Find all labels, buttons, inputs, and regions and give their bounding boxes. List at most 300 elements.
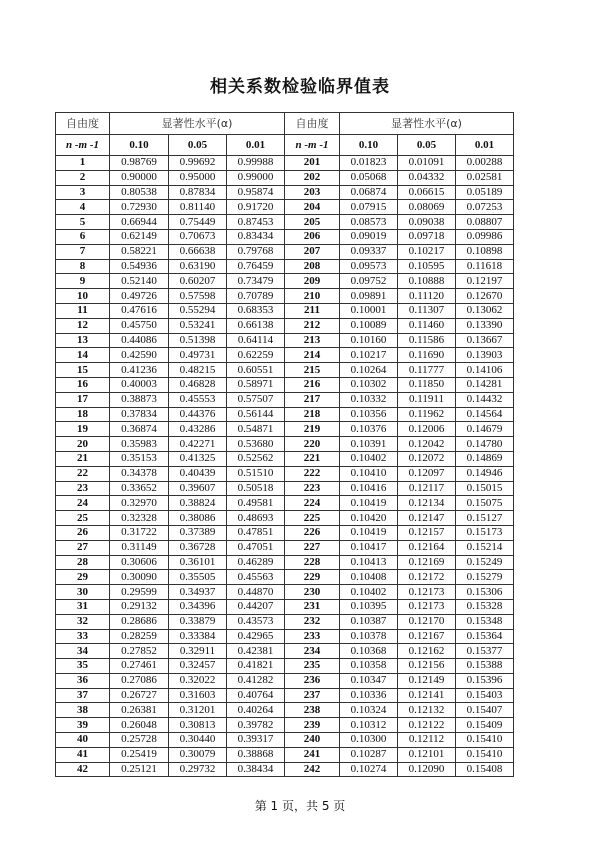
dof-cell: 7 [56,244,110,259]
value-0-01: 0.15348 [456,614,514,629]
critical-value-table [55,112,514,777]
value-0-05: 0.11586 [398,333,456,348]
value-0-01: 0.56144 [227,407,285,422]
value-0-01: 0.15409 [456,718,514,733]
value-0-01: 0.15279 [456,570,514,585]
value-0-05: 0.38086 [169,511,227,526]
table-row [56,289,514,304]
value-0-10: 0.28259 [110,629,169,644]
dof-cell: 4 [56,200,110,215]
dof-cell: 23 [56,481,110,496]
value-0-01: 0.15410 [456,747,514,762]
value-0-10: 0.10417 [340,540,398,555]
value-0-10: 0.26727 [110,688,169,703]
dof-cell: 25 [56,511,110,526]
value-0-10: 0.05068 [340,170,398,185]
value-0-05: 0.12147 [398,511,456,526]
value-0-01: 0.54871 [227,422,285,437]
dof-cell: 206 [285,229,340,244]
value-0-10: 0.10217 [340,348,398,363]
value-0-01: 0.70789 [227,289,285,304]
table-row [56,348,514,363]
dof-cell: 229 [285,570,340,585]
level-header: 0.10 [340,135,398,156]
dof-cell: 1 [56,156,110,171]
dof-cell: 20 [56,437,110,452]
value-0-10: 0.10410 [340,466,398,481]
level-header: 0.05 [169,135,227,156]
dof-formula-text: n -m -1 [295,138,329,151]
page-title: 相关系数检验临界值表 [210,77,390,97]
value-0-01: 0.09986 [456,229,514,244]
dof-cell: 9 [56,274,110,289]
dof-cell: 240 [285,733,340,748]
value-0-10: 0.09019 [340,229,398,244]
value-0-01: 0.12670 [456,289,514,304]
table-row [56,422,514,437]
table-row [56,318,514,333]
value-0-01: 0.41282 [227,673,285,688]
value-0-01: 0.39317 [227,733,285,748]
value-0-05: 0.75449 [169,215,227,230]
value-0-10: 0.25728 [110,733,169,748]
dof-cell: 11 [56,303,110,318]
value-0-01: 0.13667 [456,333,514,348]
dof-cell: 21 [56,451,110,466]
value-0-01: 0.15403 [456,688,514,703]
value-0-01: 0.95874 [227,185,285,200]
value-0-05: 0.33384 [169,629,227,644]
value-0-01: 0.58971 [227,377,285,392]
dof-cell: 2 [56,170,110,185]
value-0-05: 0.53241 [169,318,227,333]
value-0-05: 0.12170 [398,614,456,629]
value-0-10: 0.90000 [110,170,169,185]
value-0-01: 0.83434 [227,229,285,244]
value-0-10: 0.10274 [340,762,398,777]
value-0-05: 0.43286 [169,422,227,437]
value-0-05: 0.04332 [398,170,456,185]
dof-cell: 27 [56,540,110,555]
dof-cell: 18 [56,407,110,422]
value-0-05: 0.39607 [169,481,227,496]
value-0-05: 0.30813 [169,718,227,733]
value-0-01: 0.46289 [227,555,285,570]
dof-cell: 213 [285,333,340,348]
value-0-10: 0.34378 [110,466,169,481]
value-0-05: 0.41325 [169,451,227,466]
dof-cell: 231 [285,599,340,614]
value-0-05: 0.63190 [169,259,227,274]
table-row [56,659,514,674]
dof-cell: 202 [285,170,340,185]
value-0-01: 0.91720 [227,200,285,215]
dof-cell: 28 [56,555,110,570]
value-0-05: 0.12132 [398,703,456,718]
value-0-05: 0.12134 [398,496,456,511]
value-0-05: 0.06615 [398,185,456,200]
value-0-10: 0.09573 [340,259,398,274]
value-0-10: 0.10391 [340,437,398,452]
value-0-01: 0.52562 [227,451,285,466]
value-0-10: 0.10324 [340,703,398,718]
dof-cell: 19 [56,422,110,437]
value-0-01: 0.49581 [227,496,285,511]
value-0-05: 0.12162 [398,644,456,659]
value-0-01: 0.15410 [456,733,514,748]
value-0-05: 0.38824 [169,496,227,511]
value-0-10: 0.80538 [110,185,169,200]
table-row [56,303,514,318]
table-row [56,747,514,762]
dof-cell: 210 [285,289,340,304]
value-0-01: 0.15396 [456,673,514,688]
value-0-01: 0.14106 [456,363,514,378]
page-footer: 第 1 页，共 5 页 [254,799,346,813]
dof-cell: 235 [285,659,340,674]
dof-cell: 208 [285,259,340,274]
value-0-01: 0.13903 [456,348,514,363]
value-0-10: 0.06874 [340,185,398,200]
dof-cell: 16 [56,377,110,392]
table-row [56,644,514,659]
value-0-01: 0.39782 [227,718,285,733]
value-0-10: 0.25121 [110,762,169,777]
dof-cell: 26 [56,525,110,540]
value-0-10: 0.10347 [340,673,398,688]
dof-cell: 29 [56,570,110,585]
table-row [56,585,514,600]
value-0-10: 0.27461 [110,659,169,674]
level-header: 0.10 [110,135,169,156]
dof-cell: 237 [285,688,340,703]
value-0-10: 0.10402 [340,451,398,466]
table-row [56,718,514,733]
value-0-10: 0.27086 [110,673,169,688]
dof-cell: 226 [285,525,340,540]
value-0-10: 0.29599 [110,585,169,600]
table-row [56,466,514,481]
dof-cell: 242 [285,762,340,777]
value-0-05: 0.30079 [169,747,227,762]
value-0-10: 0.40003 [110,377,169,392]
value-0-05: 0.45553 [169,392,227,407]
value-0-05: 0.09038 [398,215,456,230]
value-0-10: 0.10420 [340,511,398,526]
value-0-05: 0.31201 [169,703,227,718]
value-0-10: 0.10336 [340,688,398,703]
dof-cell: 230 [285,585,340,600]
value-0-10: 0.27852 [110,644,169,659]
table-row [56,762,514,777]
value-0-10: 0.33652 [110,481,169,496]
dof-cell: 212 [285,318,340,333]
dof-cell: 13 [56,333,110,348]
dof-cell: 227 [285,540,340,555]
value-0-10: 0.10332 [340,392,398,407]
value-0-05: 0.40439 [169,466,227,481]
table-row [56,614,514,629]
value-0-05: 0.12097 [398,466,456,481]
table-row [56,363,514,378]
value-0-05: 0.95000 [169,170,227,185]
dof-cell: 41 [56,747,110,762]
value-0-10: 0.10287 [340,747,398,762]
value-0-05: 0.70673 [169,229,227,244]
value-0-05: 0.60207 [169,274,227,289]
value-0-05: 0.44376 [169,407,227,422]
dof-cell: 36 [56,673,110,688]
value-0-10: 0.09337 [340,244,398,259]
value-0-10: 0.58221 [110,244,169,259]
value-0-10: 0.08573 [340,215,398,230]
value-0-01: 0.76459 [227,259,285,274]
dof-cell: 33 [56,629,110,644]
value-0-10: 0.10395 [340,599,398,614]
table-row [56,525,514,540]
table-row [56,229,514,244]
value-0-05: 0.10217 [398,244,456,259]
value-0-05: 0.66638 [169,244,227,259]
dof-cell: 233 [285,629,340,644]
dof-cell: 221 [285,451,340,466]
table-row [56,170,514,185]
value-0-10: 0.35153 [110,451,169,466]
value-0-01: 0.11618 [456,259,514,274]
table-row [56,599,514,614]
value-0-05: 0.10888 [398,274,456,289]
dof-cell: 232 [285,614,340,629]
value-0-05: 0.12149 [398,673,456,688]
value-0-10: 0.38873 [110,392,169,407]
value-0-01: 0.14679 [456,422,514,437]
dof-cell: 220 [285,437,340,452]
significance-header: 显著性水平(α) [340,113,514,135]
value-0-10: 0.10419 [340,525,398,540]
dof-cell: 35 [56,659,110,674]
value-0-01: 0.87453 [227,215,285,230]
dof-cell: 37 [56,688,110,703]
value-0-10: 0.10089 [340,318,398,333]
value-0-10: 0.44086 [110,333,169,348]
value-0-05: 0.34937 [169,585,227,600]
value-0-10: 0.32970 [110,496,169,511]
value-0-10: 0.07915 [340,200,398,215]
value-0-01: 0.15173 [456,525,514,540]
value-0-10: 0.01823 [340,156,398,171]
value-0-10: 0.10376 [340,422,398,437]
dof-cell: 234 [285,644,340,659]
table-row [56,333,514,348]
dof-cell: 228 [285,555,340,570]
value-0-10: 0.10001 [340,303,398,318]
value-0-05: 0.33879 [169,614,227,629]
value-0-05: 0.09718 [398,229,456,244]
value-0-05: 0.12006 [398,422,456,437]
dof-cell: 24 [56,496,110,511]
dof-cell: 205 [285,215,340,230]
value-0-01: 0.38434 [227,762,285,777]
value-0-05: 0.12167 [398,629,456,644]
dof-cell: 42 [56,762,110,777]
dof-cell: 224 [285,496,340,511]
value-0-10: 0.10160 [340,333,398,348]
value-0-01: 0.02581 [456,170,514,185]
value-0-10: 0.66944 [110,215,169,230]
value-0-05: 0.11120 [398,289,456,304]
table-row [56,496,514,511]
dof-cell: 239 [285,718,340,733]
value-0-10: 0.10264 [340,363,398,378]
value-0-05: 0.32911 [169,644,227,659]
dof-cell: 203 [285,185,340,200]
value-0-01: 0.60551 [227,363,285,378]
table-row [56,274,514,289]
value-0-05: 0.32022 [169,673,227,688]
value-0-05: 0.12090 [398,762,456,777]
dof-cell: 207 [285,244,340,259]
value-0-05: 0.12173 [398,585,456,600]
value-0-01: 0.14564 [456,407,514,422]
header-row-2 [56,135,514,156]
value-0-05: 0.48215 [169,363,227,378]
value-0-10: 0.10378 [340,629,398,644]
value-0-10: 0.45750 [110,318,169,333]
value-0-10: 0.10300 [340,733,398,748]
dof-cell: 22 [56,466,110,481]
value-0-01: 0.15214 [456,540,514,555]
value-0-05: 0.32457 [169,659,227,674]
value-0-01: 0.41821 [227,659,285,674]
value-0-10: 0.29132 [110,599,169,614]
value-0-01: 0.38868 [227,747,285,762]
dof-cell: 223 [285,481,340,496]
table-row [56,481,514,496]
value-0-01: 0.13390 [456,318,514,333]
value-0-01: 0.00288 [456,156,514,171]
value-0-05: 0.49731 [169,348,227,363]
dof-cell: 215 [285,363,340,378]
dof-cell: 225 [285,511,340,526]
value-0-05: 0.57598 [169,289,227,304]
value-0-10: 0.72930 [110,200,169,215]
table-row [56,259,514,274]
value-0-05: 0.12164 [398,540,456,555]
value-0-01: 0.15407 [456,703,514,718]
value-0-10: 0.25419 [110,747,169,762]
value-0-05: 0.11690 [398,348,456,363]
value-0-01: 0.15306 [456,585,514,600]
value-0-01: 0.08807 [456,215,514,230]
value-0-01: 0.12197 [456,274,514,289]
value-0-10: 0.10302 [340,377,398,392]
value-0-05: 0.31603 [169,688,227,703]
value-0-05: 0.01091 [398,156,456,171]
value-0-05: 0.12172 [398,570,456,585]
dof-cell: 15 [56,363,110,378]
value-0-01: 0.44207 [227,599,285,614]
level-header: 0.01 [227,135,285,156]
dof-cell: 30 [56,585,110,600]
dof-cell: 219 [285,422,340,437]
value-0-01: 0.47051 [227,540,285,555]
value-0-10: 0.30606 [110,555,169,570]
value-0-10: 0.10416 [340,481,398,496]
value-0-01: 0.79768 [227,244,285,259]
dof-cell: 209 [285,274,340,289]
table-row [56,570,514,585]
value-0-05: 0.36728 [169,540,227,555]
value-0-01: 0.68353 [227,303,285,318]
value-0-10: 0.54936 [110,259,169,274]
dof-cell: 241 [285,747,340,762]
table-row [56,629,514,644]
value-0-05: 0.87834 [169,185,227,200]
value-0-05: 0.42271 [169,437,227,452]
value-0-05: 0.11850 [398,377,456,392]
value-0-01: 0.45563 [227,570,285,585]
value-0-01: 0.50518 [227,481,285,496]
value-0-05: 0.12122 [398,718,456,733]
dof-cell: 32 [56,614,110,629]
table-row [56,540,514,555]
value-0-05: 0.12117 [398,481,456,496]
dof-cell: 12 [56,318,110,333]
value-0-10: 0.49726 [110,289,169,304]
value-0-05: 0.12141 [398,688,456,703]
dof-cell: 31 [56,599,110,614]
value-0-05: 0.12112 [398,733,456,748]
value-0-10: 0.52140 [110,274,169,289]
value-0-01: 0.15328 [456,599,514,614]
value-0-01: 0.53680 [227,437,285,452]
value-0-10: 0.26381 [110,703,169,718]
table-row [56,215,514,230]
dof-cell: 238 [285,703,340,718]
value-0-10: 0.10402 [340,585,398,600]
value-0-05: 0.46828 [169,377,227,392]
value-0-01: 0.15249 [456,555,514,570]
value-0-01: 0.15364 [456,629,514,644]
table-row [56,555,514,570]
value-0-05: 0.11307 [398,303,456,318]
value-0-01: 0.73479 [227,274,285,289]
value-0-01: 0.15075 [456,496,514,511]
value-0-01: 0.62259 [227,348,285,363]
dof-header: 自由度 [56,113,110,135]
value-0-01: 0.10898 [456,244,514,259]
level-header: 0.05 [398,135,456,156]
value-0-05: 0.12101 [398,747,456,762]
dof-cell: 236 [285,673,340,688]
value-0-10: 0.42590 [110,348,169,363]
dof-cell: 204 [285,200,340,215]
value-0-01: 0.14432 [456,392,514,407]
value-0-10: 0.09891 [340,289,398,304]
value-0-01: 0.15388 [456,659,514,674]
value-0-05: 0.55294 [169,303,227,318]
dof-cell: 5 [56,215,110,230]
value-0-05: 0.81140 [169,200,227,215]
value-0-01: 0.14946 [456,466,514,481]
dof-cell: 217 [285,392,340,407]
level-header: 0.01 [456,135,514,156]
value-0-01: 0.57507 [227,392,285,407]
value-0-05: 0.12042 [398,437,456,452]
value-0-01: 0.44870 [227,585,285,600]
value-0-01: 0.42381 [227,644,285,659]
value-0-05: 0.12157 [398,525,456,540]
